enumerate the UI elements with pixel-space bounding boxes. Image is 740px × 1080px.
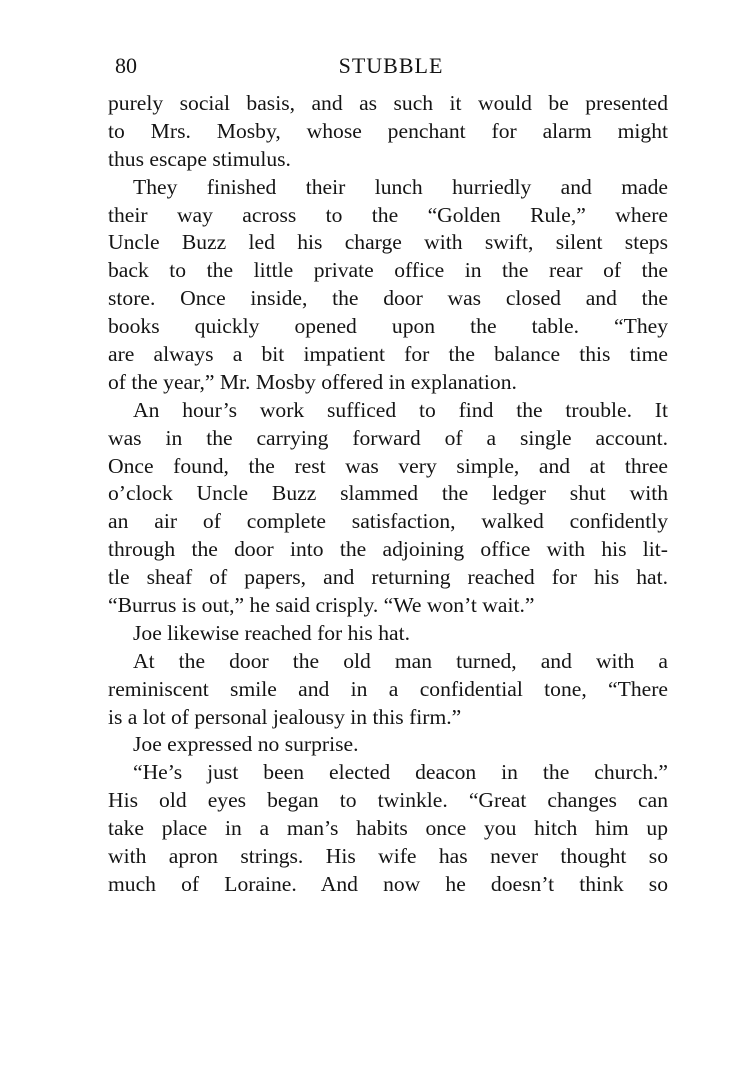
text-line: thus escape stimulus.	[108, 146, 291, 171]
text-line: “He’s just been elected deacon in the church.”	[133, 760, 668, 785]
text-line: Uncle Buzz led his charge with swift, silent steps	[108, 230, 668, 255]
text-line: take place in a man’s habits once you hitch him up	[108, 816, 668, 841]
text-line: is a lot of personal jealousy in this firm.”	[108, 704, 462, 729]
paragraph	[108, 731, 668, 759]
paragraph	[108, 174, 668, 397]
text-line: through the door into the adjoining office with his lit-	[108, 537, 668, 562]
page-number: 80	[115, 53, 137, 78]
text-line: store. Once inside, the door was closed and the	[108, 286, 668, 311]
paragraph	[108, 397, 668, 620]
text-line: of the year,” Mr. Mosby offered in explanation.	[108, 369, 517, 394]
text-line: Joe likewise reached for his hat.	[133, 620, 411, 645]
text-line: an air of complete satisfaction, walked confidently	[108, 509, 668, 534]
text-line: was in the carrying forward of a single account.	[108, 425, 668, 450]
text-line: to Mrs. Mosby, whose penchant for alarm might	[108, 118, 668, 143]
text-line: reminiscent smile and in a confidential tone, “There	[108, 676, 668, 701]
paragraph	[108, 759, 668, 898]
page-header	[115, 52, 667, 80]
text-line: with apron strings. His wife has never thought so	[108, 844, 668, 869]
paragraph	[108, 648, 668, 732]
text-line: An hour’s work sufficed to find the trouble. It	[133, 397, 668, 422]
body-text	[108, 90, 668, 899]
text-line: are always a bit impatient for the balance this time	[108, 342, 668, 367]
text-line: At the door the old man turned, and with a	[133, 648, 668, 673]
text-line: back to the little private office in the rear of the	[108, 258, 668, 283]
text-line: much of Loraine. And now he doesn’t think so	[108, 871, 668, 896]
text-line: o’clock Uncle Buzz slammed the ledger shut with	[108, 481, 668, 506]
text-line: Joe expressed no surprise.	[133, 732, 359, 757]
text-line: tle sheaf of papers, and returning reached for his hat.	[108, 565, 668, 590]
running-title: STUBBLE	[338, 53, 444, 78]
text-line: books quickly opened upon the table. “They	[108, 314, 668, 339]
text-line: Once found, the rest was very simple, and at three	[108, 453, 668, 478]
paragraph	[108, 620, 668, 648]
text-line: His old eyes began to twinkle. “Great changes can	[108, 788, 668, 813]
text-line: their way across to the “Golden Rule,” where	[108, 202, 668, 227]
text-line: purely social basis, and as such it would be presented	[108, 91, 668, 115]
text-line: “Burrus is out,” he said crisply. “We won’t wait.”	[108, 593, 535, 618]
paragraph	[108, 90, 668, 174]
text-line: They finished their lunch hurriedly and made	[133, 174, 668, 199]
